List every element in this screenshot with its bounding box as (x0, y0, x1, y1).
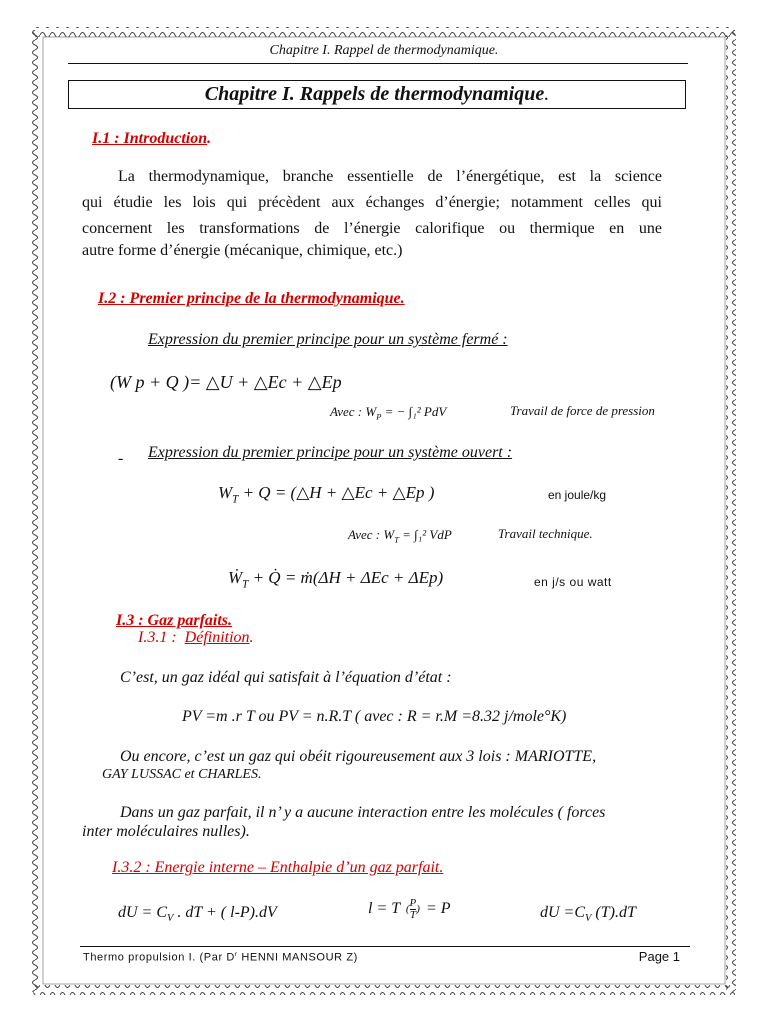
equation-state: PV =m .r T ou PV = n.R.T ( avec : R = r.M =8.32 j/mole°K) (182, 708, 567, 725)
intro-line-2: qui étudie les lois qui précèdent aux échanges d’énergie; notamment celles qui (82, 194, 662, 211)
pressure-work-description: Travail de force de pression (510, 403, 655, 418)
interaction-line-2: inter moléculaires nulles). (82, 823, 250, 840)
laws-line-1: Ou encore, c’est un gaz qui obéit rigoureusement aux 3 lois : MARIOTTE, (120, 748, 597, 765)
footer-author: Thermo propulsion I. (Par $D^r$ HENNI MANSOUR Z) (83, 951, 358, 964)
equation-open-system: $W_T + Q$ = (△H + △Ec + △Ep ) (218, 483, 435, 506)
technical-work-description: Travail technique. (498, 526, 593, 541)
subsection-heading-definition: I.3.1 : Définition. (138, 629, 254, 646)
chapter-title: Chapitre I. Rappels de thermodynamique. (204, 83, 550, 105)
section-heading-gaz-parfaits: I.3 : Gaz parfaits. (116, 612, 233, 629)
closed-system-label: Expression du premier principe pour un système fermé : (148, 331, 508, 348)
chapter-title-box (68, 80, 686, 109)
open-system-label: Expression du premier principe pour un système ouvert : (148, 444, 513, 461)
equation-open-note: Avec : $W_T = \int_1^2$ VdP (348, 527, 452, 545)
footer-rule (80, 946, 690, 947)
list-dash: - (118, 450, 124, 467)
equation-internal-energy: dU = $C_V$ . dT + ( l-P).dV (118, 904, 277, 925)
interaction-line-1: Dans un gaz parfait, il n’ y a aucune interaction entre les molécules ( forces (120, 804, 606, 821)
intro-line-3: concernent les transformations de l’énergie calorifique ou thermique en une (82, 220, 662, 237)
section-heading-introduction: I.1 : Introduction. (92, 130, 212, 147)
definition-line: C’est, un gaz idéal qui satisfait à l’équation d’état : (120, 669, 452, 686)
header-rule (68, 63, 688, 64)
laws-line-2: GAY LUSSAC et CHARLES. (102, 767, 262, 782)
equation-internal-energy-2: dU $=C_V$ (T).dT (540, 904, 636, 925)
running-header: Chapitre I. Rappel de thermodynamique. (269, 43, 499, 58)
intro-line-1: La thermodynamique, branche essentielle de l’énergétique, est la science (118, 168, 662, 185)
unit-joule-per-kg: en joule/kg (548, 488, 607, 502)
intro-line-4: autre forme d’énergie (mécanique, chimique, etc.) (82, 242, 403, 259)
equation-closed-system: (W p + Q )= △U + △Ec + △Ep (110, 372, 342, 392)
fraction-p-over-t: ( $\frac{P}{T}$ ) (405, 896, 420, 921)
unit-watt: en j/s ou watt (534, 575, 612, 589)
equation-l-definition: l = T ( $\frac{P}{T}$ ) = P (368, 896, 451, 921)
equation-closed-note: Avec : $W_P$ = − ∫₁² PdV (330, 404, 447, 422)
equation-power: Ẇ$_T$ + Q̇ = ṁ(ΔH + ΔEc + ΔEp) (228, 568, 444, 591)
page-number: Page 1 (638, 949, 680, 964)
subsection-heading-energie-interne: I.3.2 : Energie interne – Enthalpie d’un gaz parfait. (112, 859, 444, 876)
section-heading-premier-principe: I.2 : Premier principe de la thermodynamique. (98, 290, 405, 307)
